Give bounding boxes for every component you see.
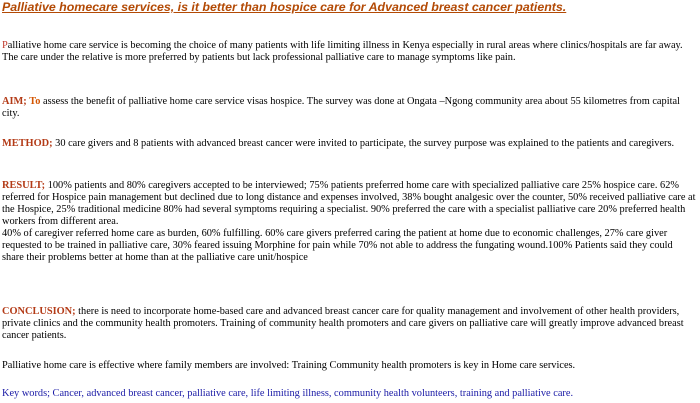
method-label: METHOD;	[2, 138, 53, 149]
intro-text: alliative home care service is becoming the choice of many patients with life limiting illness in Kenya especially in rural areas where clinics/hospitals are far away.	[7, 40, 683, 51]
result-text: 100% patients and 80% caregivers accepted to be interviewed; 75% patients preferred home care with specialized palliative care 25% hospice care. 62% referred for Hospice pain management but declined due to long distance and expenses involved, 38% bought analgesic over the counter, 50% received palliative care at the Hospice, 25% traditional medicine 80% had several symptoms requiring a specialist. 90% preferred the care with a specialist palliative care 20% preferred health workers from different area.	[2, 180, 696, 227]
result-label: RESULT;	[2, 180, 46, 191]
aim-to: To	[29, 96, 41, 107]
conclusion-paragraph	[2, 306, 696, 342]
intro-first-letter: P	[2, 40, 8, 51]
intro-paragraph	[2, 40, 696, 64]
result-paragraph	[2, 180, 696, 264]
aim-paragraph	[2, 96, 696, 120]
intro-line2: The care under the relative is more preferred by patients but lack professional palliative care to manage symptoms like pain.	[2, 52, 516, 63]
closing-statement: Palliative home care is effective where family members are involved: Training Community health promoters is key in Home care services.	[2, 360, 576, 371]
aim-text: assess the benefit of palliative home care service visas hospice. The survey was done at Ongata –Ngong community area about 55 kilometres from capital city.	[2, 96, 680, 119]
result-text-2: 40% of caregiver referred home care as burden, 60% fulfilling. 60% care givers preferred caring the patient at home due to economic challenges, 27% care giver requested to be trained in palliative care, 30% feared issuing Morphine for pain while 70% not able to address the fungating wound.100% Patients said they could share their problems better at home than at the palliative care unit/hospice	[2, 228, 673, 263]
method-paragraph	[2, 138, 696, 150]
keywords-line: Key words; Cancer, advanced breast cancer, palliative care, life limiting illness, community health volunteers, training and palliative care.	[2, 388, 574, 399]
conclusion-text: there is need to incorporate home-based care and advanced breast cancer care for quality management and involvement of other health providers, private clinics and the community health promoters. Training of community health promoters and care givers on palliative care will greatly improve advanced breast cancer patients.	[2, 306, 684, 341]
abstract-title: Palliative homecare services, is it better than hospice care for Advanced breast cancer patients.	[2, 0, 567, 14]
method-text: 30 care givers and 8 patients with advanced breast cancer were invited to participate, the survey purpose was explained to the patients and caregivers.	[52, 138, 675, 149]
aim-label: AIM;	[2, 96, 27, 107]
conclusion-label: CONCLUSION;	[2, 306, 76, 317]
